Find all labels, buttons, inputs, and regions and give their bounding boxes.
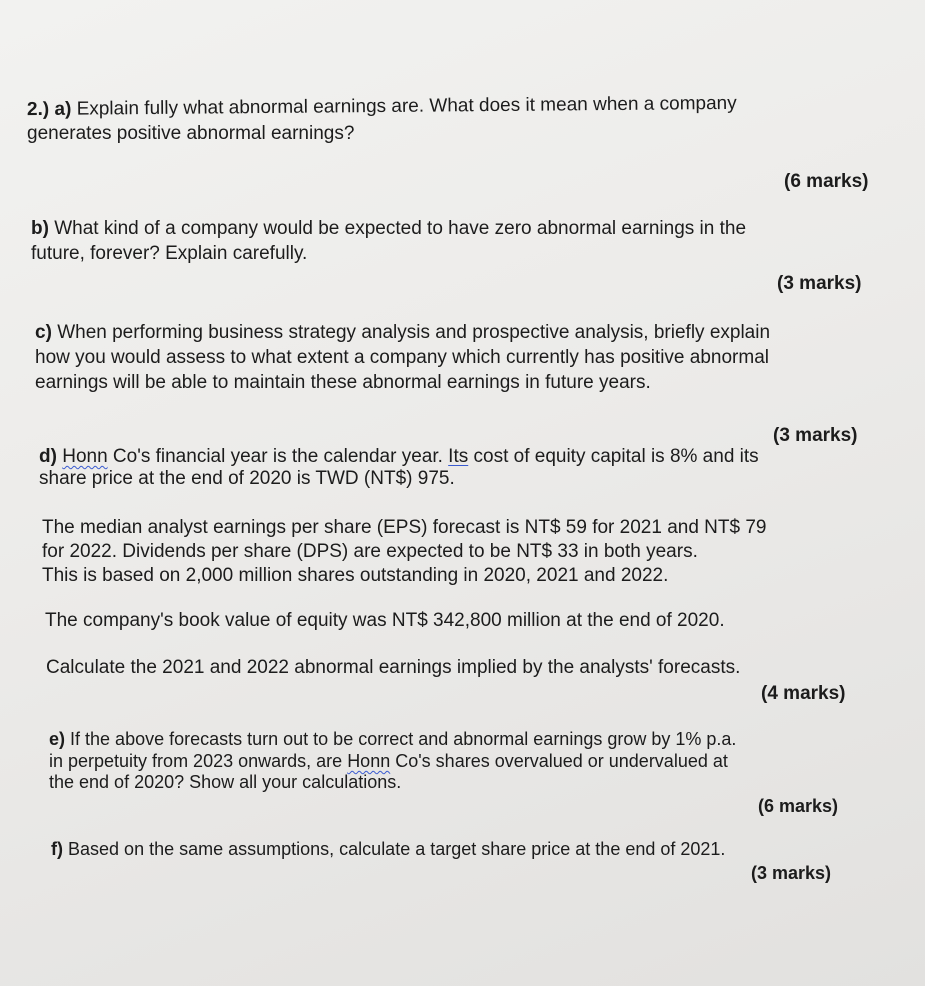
- question-d-line-1: [39, 446, 759, 468]
- question-f-label: f): [51, 839, 63, 859]
- question-e-text-3: the end of 2020? Show all your calculations.: [49, 772, 402, 792]
- question-d-para3-text: The company's book value of equity was NT$ 342,800 million at the end of 2020.: [45, 610, 725, 631]
- question-d-para2-text-3: This is based on 2,000 million shares outstanding in 2020, 2021 and 2022.: [42, 565, 669, 586]
- question-d-line-2: [39, 468, 455, 490]
- question-a-label: 2.) a): [26, 98, 72, 121]
- word-its: Its: [448, 446, 469, 467]
- question-b-text-1: What kind of a company would be expected to have zero abnormal earnings in the: [54, 218, 747, 239]
- question-a-line-1: [27, 93, 737, 121]
- question-c-text-1: When performing business strategy analysis and prospective analysis, briefly explain: [57, 322, 771, 343]
- question-d-para2-line-3: [42, 565, 668, 587]
- question-c-line-2: [35, 347, 769, 369]
- question-b-line-1: [31, 218, 746, 240]
- question-d-text-2: share price at the end of 2020 is TWD (NT$) 975.: [39, 468, 455, 489]
- question-e-text-1: If the above forecasts turn out to be correct and abnormal earnings grow by 1% p.a.: [70, 729, 737, 749]
- question-a-marks: (6 marks): [784, 171, 869, 192]
- question-d-marks: (4 marks): [761, 683, 846, 704]
- question-d-label: d): [39, 446, 57, 467]
- question-e-label: e): [49, 729, 66, 749]
- question-e-text-2a: in perpetuity from 2023 onwards, are: [49, 751, 343, 771]
- question-d-para2-text-2: for 2022. Dividends per share (DPS) are expected to be NT$ 33 in both years.: [42, 541, 698, 562]
- question-c-line-1: [35, 322, 770, 344]
- question-f-text-1: Based on the same assumptions, calculate a target share price at the end of 2021.: [68, 839, 726, 859]
- question-d-text-1a: Co's financial year is the calendar year.: [112, 446, 443, 467]
- question-d-para3: [45, 610, 725, 632]
- question-d-para2-line-1: [42, 517, 767, 539]
- question-b-marks: (3 marks): [777, 273, 862, 294]
- question-a-text-1: Explain fully what abnormal earnings are. What does it mean when a company: [76, 92, 737, 120]
- question-e-line-3: [49, 771, 401, 793]
- question-a-text-2: generates positive abnormal earnings?: [27, 123, 355, 144]
- question-d-para2-line-2: [42, 541, 698, 563]
- question-c-marks: (3 marks): [773, 425, 858, 446]
- question-f-line-1: [51, 838, 725, 860]
- question-b-label: b): [31, 218, 49, 239]
- question-e-text-2b: Co's shares overvalued or undervalued at: [395, 751, 728, 771]
- question-e-marks: (6 marks): [758, 796, 839, 816]
- question-c-label: c): [35, 322, 52, 343]
- question-d-para2-text-1: The median analyst earnings per share (EPS) forecast is NT$ 59 for 2021 and NT$ 79: [42, 517, 767, 538]
- question-a-line-2: [27, 123, 354, 145]
- question-f-marks: (3 marks): [751, 863, 832, 883]
- question-d-text-1b: cost of equity capital is 8% and its: [473, 446, 759, 467]
- question-d-para4: [46, 657, 740, 679]
- question-e-line-1: [49, 728, 736, 750]
- question-c-text-3: earnings will be able to maintain these abnormal earnings in future years.: [35, 372, 651, 393]
- question-b-line-2: [31, 243, 307, 265]
- question-c-text-2: how you would assess to what extent a company which currently has positive abnormal: [35, 347, 769, 368]
- question-e-line-2: [49, 750, 728, 772]
- question-c-line-3: [35, 372, 651, 394]
- company-name-honn-2: Honn: [347, 751, 391, 771]
- company-name-honn: Honn: [62, 446, 108, 467]
- question-d-para4-text: Calculate the 2021 and 2022 abnormal earnings implied by the analysts' forecasts.: [46, 657, 741, 678]
- question-b-text-2: future, forever? Explain carefully.: [31, 243, 308, 264]
